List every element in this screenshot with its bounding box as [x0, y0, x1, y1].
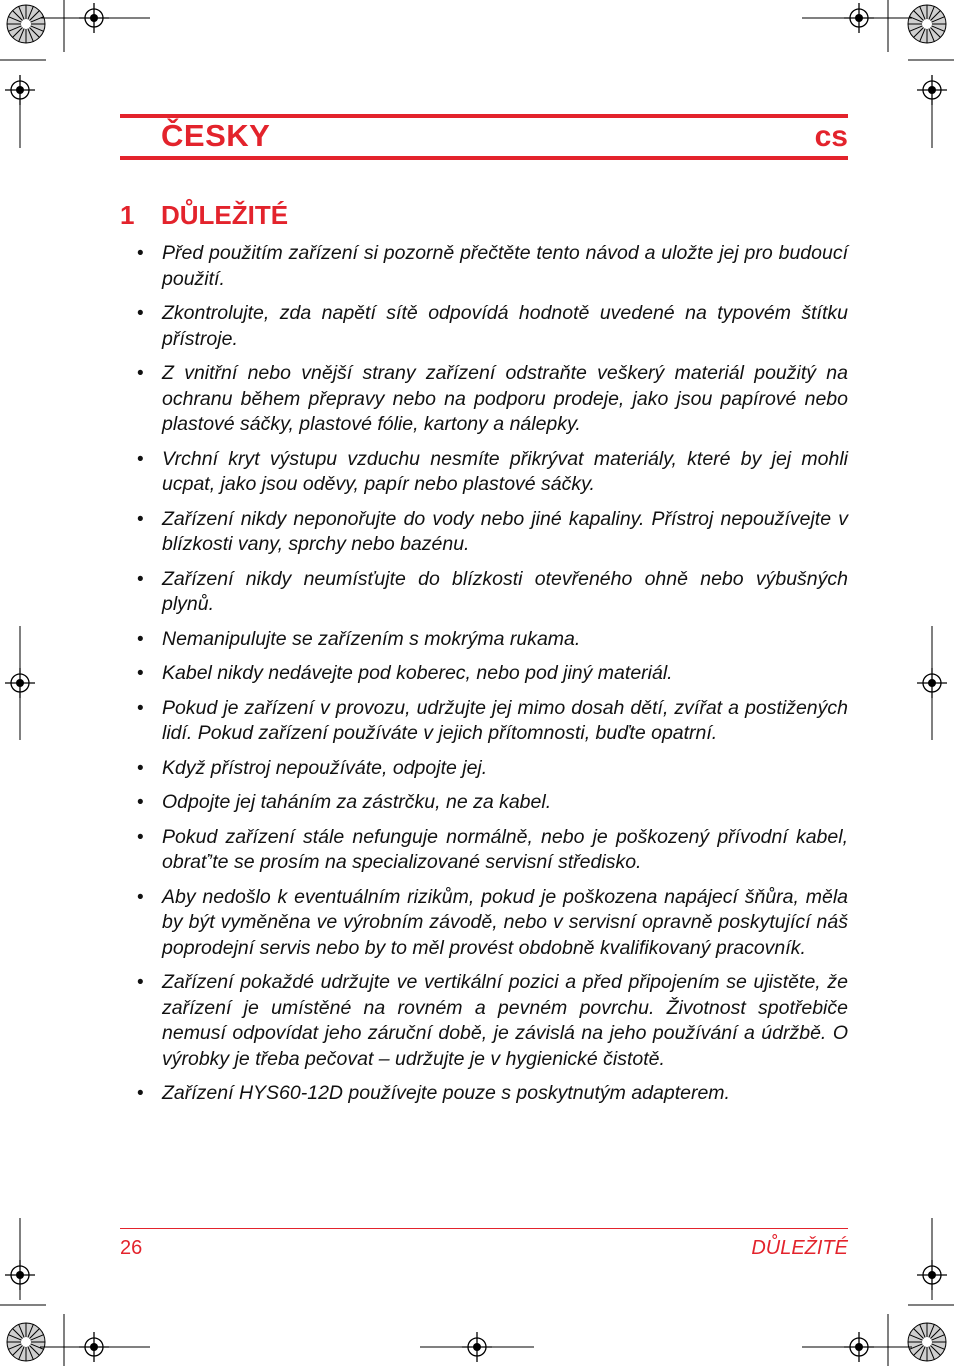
- bullet-icon: •: [137, 303, 144, 324]
- bullet-icon: •: [137, 757, 144, 779]
- bullet-icon: •: [137, 792, 144, 813]
- registration-mark-icon: [908, 1323, 946, 1361]
- list-item-text: Odpojte jej taháním za zástrčku, ne za kabel.: [162, 791, 552, 813]
- section-title: DŮLEŽITÉ: [161, 200, 289, 230]
- list-item-text: Pokud je zařízení v provozu, udržujte jej mimo dosah dětí, zvířat a postižených lidí. Pokud zařízení používáte v jejich přítomnosti, buďte opatrní.: [162, 696, 848, 744]
- bullet-icon: •: [137, 568, 144, 590]
- list-item-text: Vrchní kryt výstupu vzduchu nesmíte přikrývat materiály, které by jej mohli ucpat, jako jsou oděvy, papír nebo plastové sáčky.: [162, 447, 848, 495]
- bullet-icon: •: [137, 243, 144, 264]
- list-item: [0, 241, 954, 292]
- list-item: [0, 627, 954, 653]
- list-item-text: Když přístroj nepoužíváte, odpojte jej.: [162, 756, 488, 779]
- list-item: [0, 825, 954, 876]
- registration-mark-icon: [7, 1323, 45, 1361]
- bullet-icon: •: [137, 363, 144, 384]
- crosshair-icon: [844, 3, 874, 33]
- list-item: [0, 756, 954, 782]
- crosshair-icon: [79, 3, 109, 33]
- section-number: 1: [120, 200, 135, 230]
- registration-mark-icon: [908, 5, 946, 43]
- crosshair-icon: [917, 1260, 947, 1290]
- bullet-icon: •: [137, 628, 144, 650]
- list-item-text: Z vnitřní nebo vnější strany zařízení odstraňte veškerý materiál použitý na ochranu během přepravy nebo na podporu prodeje, jako jsou papírové nebo plastové sáčky, plastové fólie, kartony a nálepky.: [162, 362, 848, 435]
- footer-section-label: DŮLEŽITÉ: [751, 1237, 848, 1259]
- list-item-text: Aby nedošlo k eventuálním rizikům, pokud je poškozena napájecí šňůra, měla by být vyměněna ve výrobním závodě, nebo v servisní opravně poskytující náš poprodejní servis nebo by to měl provést obdobně kvalifikovaný pracovník.: [162, 885, 848, 959]
- list-item: [0, 696, 954, 747]
- list-item: [0, 447, 954, 498]
- crosshair-icon: [917, 75, 947, 105]
- bullet-icon: •: [137, 697, 144, 719]
- list-item-text: Zkontrolujte, zda napětí sítě odpovídá hodnotě uvedené na typovém štítku přístroje.: [162, 302, 848, 350]
- list-item-text: Zařízení pokaždé udržujte ve vertikální pozici a před připojením se ujistěte, že zařízení je umístěné na rovném a pevném povrchu. Životnost spotřebiče nemusí odpovídat jeho záruční době, je závislá na jeho používání a údržbě. O výrobky je třeba pečovat – udržujte je v hygienické čistotě.: [162, 971, 848, 1070]
- list-item: [0, 661, 954, 687]
- bullet-icon: •: [137, 508, 144, 530]
- footer-rule: [120, 1228, 848, 1229]
- bullet-icon: •: [137, 448, 144, 470]
- list-item-text: Kabel nikdy nedávejte pod koberec, nebo pod jiný materiál.: [162, 662, 673, 684]
- list-item: [0, 885, 954, 962]
- bullet-icon: •: [137, 972, 144, 993]
- list-item-text: Zařízení HYS60-12D používejte pouze s poskytnutým adapterem.: [162, 1082, 730, 1104]
- crosshair-icon: [5, 75, 35, 105]
- page-number: 26: [120, 1237, 143, 1259]
- crosshair-icon: [462, 1332, 492, 1362]
- crosshair-icon: [844, 1332, 874, 1362]
- list-item-text: Zařízení nikdy neponořujte do vody nebo jiné kapaliny. Přístroj nepoužívejte v blízkosti vany, sprchy nebo bazénu.: [162, 507, 848, 555]
- language-code: cs: [814, 120, 848, 153]
- crosshair-icon: [5, 1260, 35, 1290]
- registration-mark-icon: [7, 5, 45, 43]
- header-bottom-rule: [120, 156, 848, 160]
- list-item: [0, 567, 954, 618]
- list-item-text: Před použitím zařízení si pozorně přečtěte tento návod a uložte jej pro budoucí použití.: [162, 242, 848, 290]
- list-item: [0, 970, 954, 1072]
- list-item: [0, 507, 954, 558]
- bullet-icon: •: [137, 826, 144, 848]
- list-item: [0, 1081, 954, 1107]
- bullet-icon: •: [137, 1083, 144, 1104]
- list-item-text: Nemanipulujte se zařízením s mokrýma rukama.: [162, 627, 581, 650]
- safety-instructions-list: [0, 241, 954, 1116]
- list-item: [0, 301, 954, 352]
- list-item: [0, 361, 954, 438]
- list-item-text: Zařízení nikdy neumísťujte do blízkosti otevřeného ohně nebo výbušných plynů.: [162, 567, 848, 615]
- list-item: [0, 790, 954, 816]
- bullet-icon: •: [137, 886, 144, 908]
- crosshair-icon: [79, 1332, 109, 1362]
- language-title: ČESKY: [161, 118, 271, 153]
- list-item-text: Pokud zařízení stále nefunguje normálně, nebo je poškozený přívodní kabel, obrať’te se prosím na specializované servisní středisko.: [162, 825, 848, 873]
- bullet-icon: •: [137, 663, 144, 684]
